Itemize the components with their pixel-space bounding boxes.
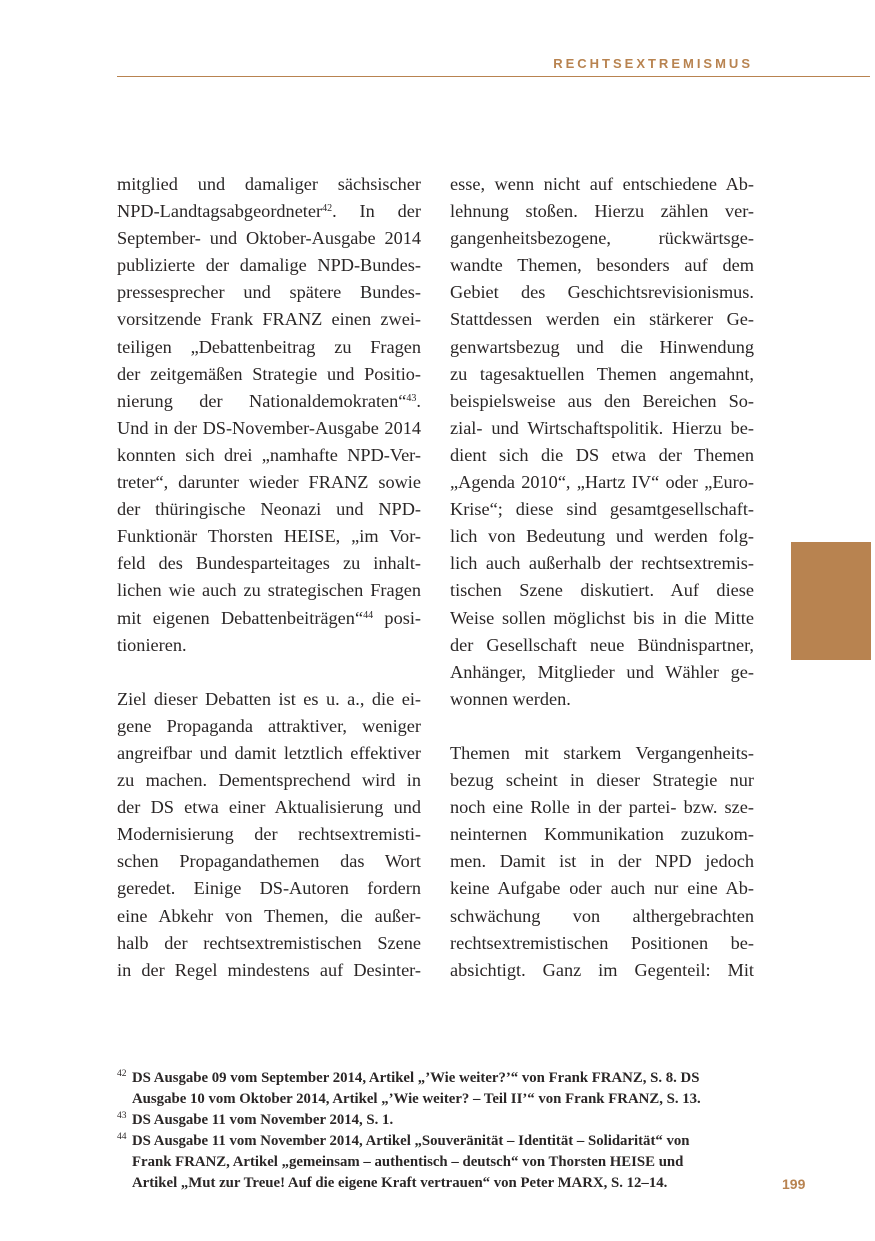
text-line: vorsitzende Frank FRANZ einen zwei- [117,309,421,330]
footnote-ref-43: 43 [406,392,417,404]
text-line: men. Damit ist in der NPD jedoch [450,851,754,872]
text-line: zial- und Wirtschaftspolitik. Hierzu be- [450,417,754,438]
text-line: lehnung stoßen. Hierzu zählen ver- [450,201,754,222]
chapter-thumb-tab [791,542,871,660]
text-line: Krise“; diese sind gesamtgesellschaft- [450,499,754,520]
text-line: schwächung von althergebrachten [450,905,754,926]
text-line: lichen wie auch zu strategischen Fragen [117,580,421,601]
paragraph [117,686,421,984]
footnote-line: DS Ausgabe 11 vom November 2014, Artikel „Souveränität – Identität – Solidarität“ von [132,1133,690,1149]
text-line: publizierte der damalige NPD-Bundes- [117,255,421,276]
footnote-ref-44: 44 [363,609,374,621]
paragraph [450,740,754,984]
footnote-43 [117,1110,749,1131]
left-text-column [117,171,421,984]
text-line: treter“, darunter wieder FRANZ sowie [117,472,421,493]
text-line: der zeitgemäßen Strategie und Positio- [117,363,421,384]
footnote-ref-42: 42 [322,203,333,215]
text-line: Und in der DS-November-Ausgabe 2014 [117,417,421,438]
text-line: neinternen Kommunikation zuzukom- [450,824,754,845]
text-line: konnten sich drei „namhafte NPD-Ver- [117,444,421,465]
footnote-44 [117,1131,749,1194]
text-line: esse, wenn nicht auf entschiedene Ab- [450,174,754,194]
text-line: lich von Bedeutung und werden folg- [450,526,754,547]
text-line: Anhänger, Mitglieder und Wähler ge- [450,661,754,682]
page-number: 199 [782,1176,806,1192]
text-line: Gebiet des Geschichtsrevisionismus. [450,282,754,303]
footnote-number: 43 [117,1111,127,1121]
footnote-line: Artikel „Mut zur Treue! Auf die eigene Kraft vertrauen“ von Peter MARX, S. 12–14. [132,1175,668,1191]
text-line: pressesprecher und spätere Bundes- [117,282,421,303]
text-line: mitglied und damaliger sächsischer [117,174,421,194]
text-line: genwartsbezug und die Hinwendung [450,336,754,357]
text-line: nierung der Nationaldemokraten“$^{43}$. [117,390,421,411]
text-line: Modernisierung der rechtsextremisti- [117,824,421,845]
text-line: wandte Themen, besonders auf dem [450,255,754,276]
header-rule [117,76,870,77]
text-line: noch eine Rolle in der partei- bzw. sze- [450,797,754,818]
text-line: tischen Szene diskutiert. Auf diese [450,580,754,601]
text-line: Funktionär Thorsten HEISE, „im Vor- [117,526,421,547]
paragraph [117,171,421,659]
text-line: zu tagesaktuellen Themen angemahnt, [450,363,754,384]
text-line: geredet. Einige DS-Autoren fordern [117,878,421,899]
footnote-number: 44 [117,1132,127,1142]
text-line: tionieren. [117,634,187,655]
paragraph [450,171,754,713]
text-line: halb der rechtsextremistischen Szene [117,932,421,953]
text-line: Weise sollen möglichst bis in die Mitte [450,607,754,628]
text-line: zu machen. Dementsprechend wird in [117,770,421,791]
right-text-column [450,171,754,984]
text-line: Themen mit starkem Vergangenheits- [450,742,754,763]
text-line: keine Aufgabe oder auch nur eine Ab- [450,878,754,899]
text-line: wonnen werden. [450,688,571,709]
text-line: feld des Bundesparteitages zu inhalt- [117,553,421,574]
text-line: schen Propagandathemen das Wort [117,851,421,872]
footnote-number: 42 [117,1069,127,1079]
text-line: rechtsextremistischen Positionen be- [450,932,754,953]
text-line: absichtigt. Ganz im Gegenteil: Mit [450,959,754,980]
text-line: der DS etwa einer Aktualisierung und [117,797,421,818]
footnote-line: Ausgabe 10 vom Oktober 2014, Artikel „’Wie weiter? – Teil II’“ von Frank FRANZ, S. 13. [132,1091,701,1107]
text-line: der Gesellschaft neue Bündnispartner, [450,634,754,655]
text-line: NPD-Landtagsabgeordneter$^{42}$. In der [117,201,421,222]
text-line: der thüringische Neonazi und NPD- [117,499,421,520]
text-line: angreifbar und damit letztlich effektiver [117,742,421,763]
text-line: in der Regel mindestens auf Desinter- [117,959,421,980]
text-line: Ziel dieser Debatten ist es u. a., die ei- [117,688,421,709]
footnote-line: DS Ausgabe 09 vom September 2014, Artikel „’Wie weiter?’“ von Frank FRANZ, S. 8. DS [132,1070,700,1086]
text-line: „Agenda 2010“, „Hartz IV“ oder „Euro- [450,472,754,493]
text-line: eine Abkehr von Themen, die außer- [117,905,421,926]
footnotes [117,1068,749,1194]
text-line: lich auch außerhalb der rechtsextremis- [450,553,754,574]
text-line: Stattdessen werden ein stärkerer Ge- [450,309,754,330]
running-header-title: RECHTSEXTREMISMUS [553,56,753,71]
text-line: beispielsweise aus den Bereichen So- [450,390,754,411]
text-line: bezug scheint in dieser Strategie nur [450,770,754,791]
text-line: dient sich die DS etwa der Themen [450,444,754,465]
text-line: gene Propaganda attraktiver, weniger [117,715,421,736]
footnote-line: DS Ausgabe 11 vom November 2014, S. 1. [132,1112,394,1128]
footnote-42 [117,1068,749,1110]
text-line: mit eigenen Debattenbeiträgen“$^{44}$ posi- [117,607,421,628]
text-line: teiligen „Debattenbeitrag zu Fragen [117,336,421,357]
text-line: September- und Oktober-Ausgabe 2014 [117,228,421,249]
text-line: gangenheitsbezogene, rückwärtsge- [450,228,754,249]
footnote-line: Frank FRANZ, Artikel „gemeinsam – authentisch – deutsch“ von Thorsten HEISE und [132,1154,684,1170]
